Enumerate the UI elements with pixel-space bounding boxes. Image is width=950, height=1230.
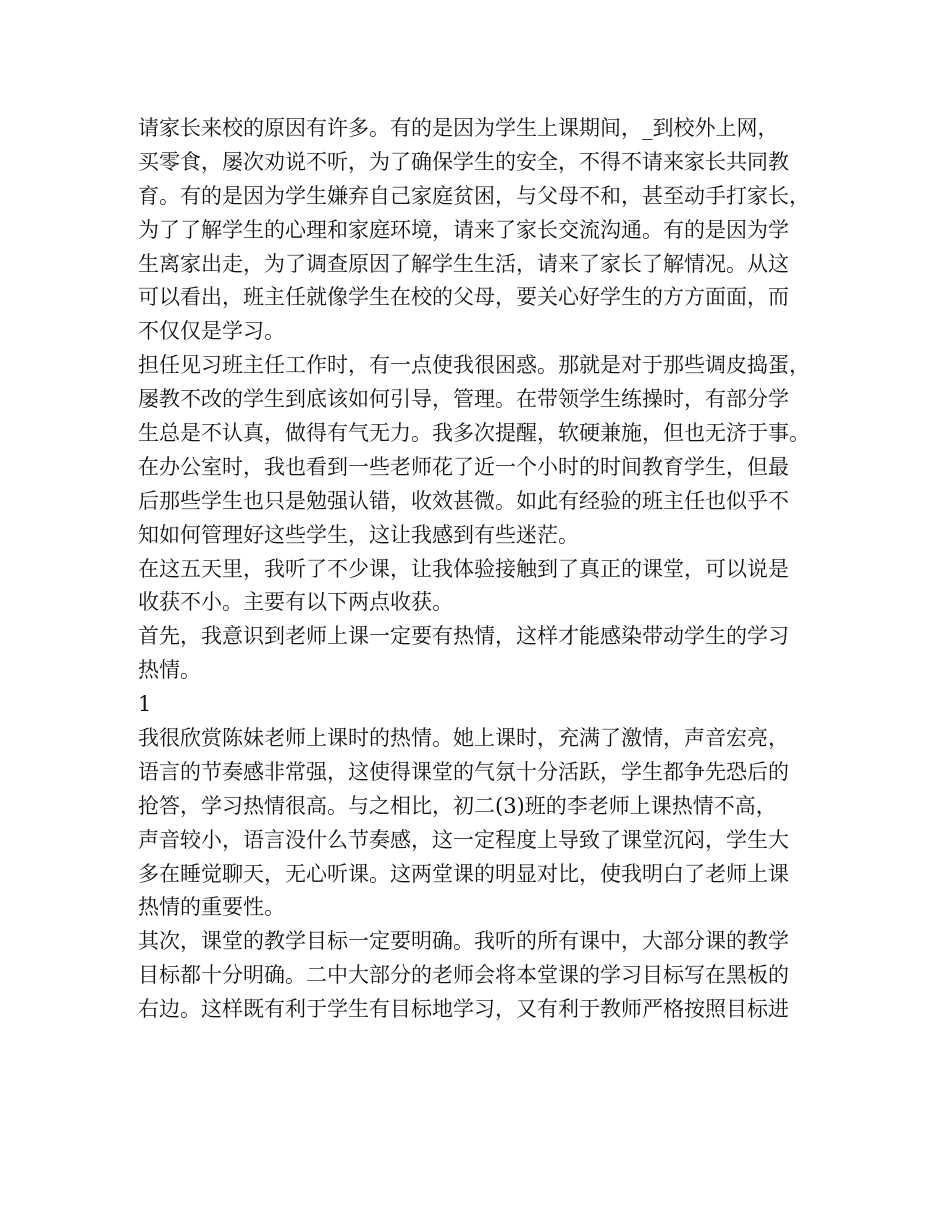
text-line: 在办公室时，我也看到一些老师花了近一个小时的时间教育学生，但最 bbox=[138, 454, 789, 479]
body-text bbox=[138, 112, 838, 1027]
text-line: 生离家出走，为了调查原因了解学生生活，请来了家长了解情况。从这 bbox=[138, 251, 789, 276]
text-line: 屡教不改的学生到底该如何引导，管理。在带领学生练操时，有部分学 bbox=[138, 387, 789, 412]
text-line: 首先，我意识到老师上课一定要有热情，这样才能感染带动学生的学习 bbox=[138, 624, 789, 649]
text-line: 其次，课堂的教学目标一定要明确。我听的所有课中，大部分课的教学 bbox=[138, 929, 789, 954]
text-line: 育。有的是因为学生嫌弃自己家庭贫困，与父母不和，甚至动手打家长， bbox=[138, 183, 810, 208]
text-line: 热情的重要性。 bbox=[138, 895, 285, 920]
text-line: 买零食，屡次劝说不听，为了确保学生的安全，不得不请来家长共同教 bbox=[138, 149, 789, 174]
text-line: 知如何管理好这些学生，这让我感到有些迷茫。 bbox=[138, 522, 579, 547]
text-line: 收获不小。主要有以下两点收获。 bbox=[138, 590, 453, 615]
text-line: 为了了解学生的心理和家庭环境，请来了家长交流沟通。有的是因为学 bbox=[138, 217, 789, 242]
text-line: 抢答，学习热情很高。与之相比，初二(3)班的李老师上课热情不高， bbox=[138, 793, 777, 818]
text-line: 多在睡觉聊天，无心听课。这两堂课的明显对比，使我明白了老师上课 bbox=[138, 861, 789, 886]
text-line: 可以看出，班主任就像学生在校的父母，要关心好学生的方方面面，而 bbox=[138, 285, 789, 310]
text-line: 担任见习班主任工作时，有一点使我很困惑。那就是对于那些调皮捣蛋， bbox=[138, 353, 810, 378]
text-line: 右边。这样既有利于学生有目标地学习，又有利于教师严格按照目标进 bbox=[138, 997, 789, 1022]
text-line: 在这五天里，我听了不少课，让我体验接触到了真正的课堂，可以说是 bbox=[138, 556, 789, 581]
text-line: 语言的节奏感非常强，这使得课堂的气氛十分活跃，学生都争先恐后的 bbox=[138, 759, 789, 784]
page-number: 1 bbox=[138, 692, 152, 717]
text-line: 热情。 bbox=[138, 658, 201, 683]
text-line: 声音较小，语言没什么节奏感，这一定程度上导致了课堂沉闷，学生大 bbox=[138, 827, 789, 852]
text-line: 不仅仅是学习。 bbox=[138, 319, 285, 344]
text-line: 后那些学生也只是勉强认错，收效甚微。如此有经验的班主任也似乎不 bbox=[138, 488, 789, 513]
text-line: 生总是不认真，做得有气无力。我多次提醒，软硬兼施，但也无济于事。 bbox=[138, 421, 810, 446]
text-line: 请家长来校的原因有许多。有的是因为学生上课期间，_到校外上网， bbox=[138, 116, 779, 140]
text-line: 目标都十分明确。二中大部分的老师会将本堂课的学习目标写在黑板的 bbox=[138, 963, 789, 988]
text-line: 我很欣赏陈妹老师上课时的热情。她上课时，充满了激情，声音宏亮， bbox=[138, 726, 789, 751]
